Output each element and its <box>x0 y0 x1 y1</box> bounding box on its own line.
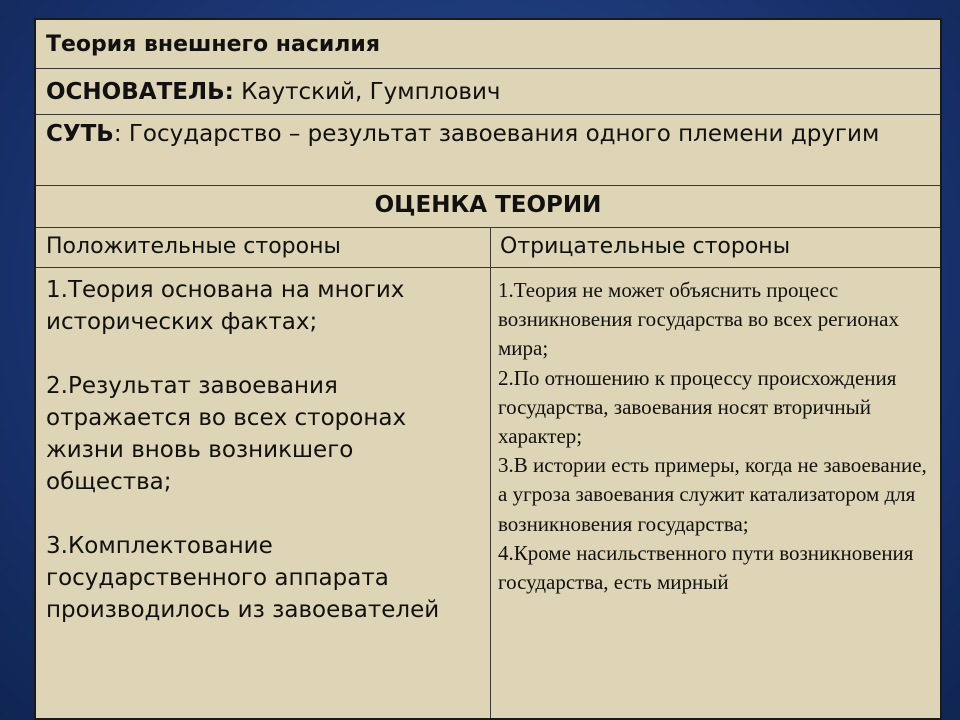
positive-item: 2.Результат завоевания отражается во всех сторонах жизни вновь возникшего общества; <box>46 373 407 495</box>
founder-value: Каутский, Гумплович <box>233 79 501 105</box>
negative-item: 2.По отношению к процессу происхождения государства, завоевания носят вторичный характер; <box>498 365 897 449</box>
sides-content-row <box>36 268 940 718</box>
essence-row <box>36 115 940 186</box>
positive-list <box>46 274 486 658</box>
evaluation-heading: ОЦЕНКА ТЕОРИИ <box>374 192 602 218</box>
negative-item: 4.Кроме насильственного пути возникновения государства, есть мирный <box>498 540 914 595</box>
sides-header-row <box>36 228 940 268</box>
theory-title: Теория внешнего насилия <box>46 32 380 57</box>
founder-label: ОСНОВАТЕЛЬ: <box>46 79 234 105</box>
negative-list <box>498 276 938 597</box>
positive-item: 1.Теория основана на многих исторических фактах; <box>46 277 405 335</box>
essence-value: : Государство – результат завоевания одного племени другим <box>113 121 880 147</box>
positive-item: 3.Комплектование государственного аппарата производилось из завоевателей <box>46 533 440 623</box>
founder-text <box>46 79 501 105</box>
negative-item: 3.В истории есть примеры, когда не завоевание, а угроза завоевания служит катализатором для возникновения государства; <box>498 453 927 536</box>
positive-heading: Положительные стороны <box>46 234 341 259</box>
negative-heading: Отрицательные стороны <box>500 234 791 259</box>
column-divider <box>490 228 491 718</box>
essence-text <box>46 119 926 150</box>
essence-label: СУТЬ <box>46 121 114 147</box>
evaluation-row <box>36 186 940 228</box>
founder-row <box>36 69 940 115</box>
title-row <box>36 20 940 69</box>
negative-item: 1.Теория не может объяснить процесс возникновения государства во всех регионах мира; <box>498 278 899 361</box>
theory-table <box>34 18 942 720</box>
